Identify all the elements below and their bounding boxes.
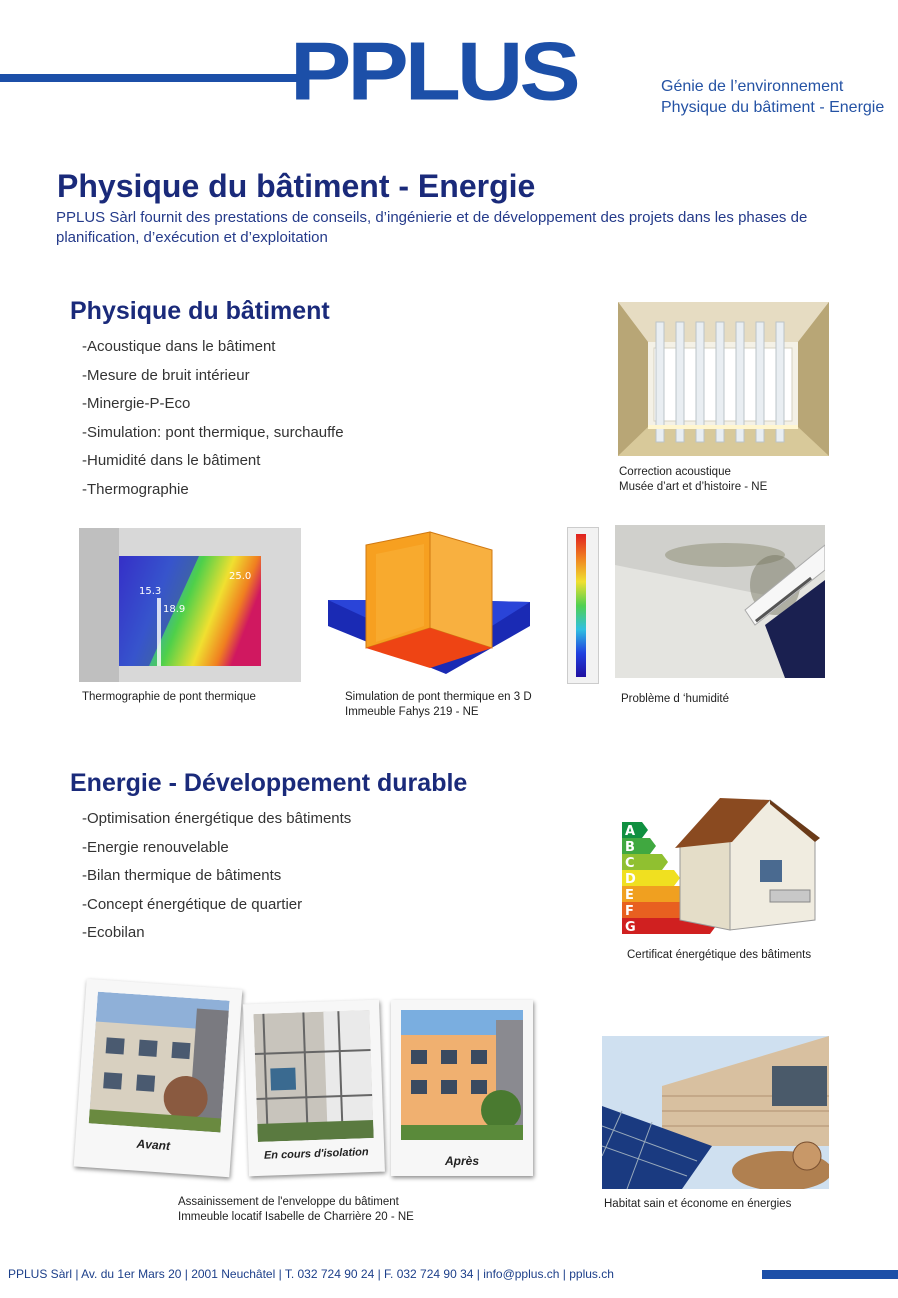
page-title: Physique du bâtiment - Energie	[57, 168, 536, 204]
energy-label-a: A	[625, 824, 636, 839]
thermo-reading-3: 18.9	[163, 604, 186, 615]
tagline-line-1: Génie de l’environnement	[661, 78, 844, 95]
after-label: Après	[444, 1154, 479, 1168]
energy-list	[82, 810, 351, 953]
thermo-reading-2: 25.0	[229, 571, 252, 582]
energy-label-d: D	[625, 872, 636, 887]
renovation-caption-line-1: Assainissement de l'enveloppe du bâtiment	[178, 1196, 399, 1208]
acoustic-ceiling-photo	[618, 302, 829, 456]
thermal-bridge-3d-simulation	[326, 530, 532, 680]
thermography-caption: Thermographie de pont thermique	[82, 691, 256, 703]
list-item: -Energie renouvelable	[82, 838, 229, 856]
energy-label-b: B	[625, 840, 635, 855]
list-item: -Minergie-P-Eco	[82, 395, 191, 412]
after-photo	[401, 1010, 523, 1140]
humidity-caption: Problème d ‘humidité	[621, 693, 730, 705]
simulation-caption-line-1: Simulation de pont thermique en 3 D	[345, 691, 532, 703]
footer-bar	[762, 1270, 898, 1279]
list-item: -Ecobilan	[82, 924, 145, 941]
list-item: -Bilan thermique de bâtiments	[82, 867, 282, 884]
energy-label-g: G	[625, 920, 636, 935]
thermography-photo	[79, 528, 301, 682]
simulation-caption-line-2: Immeuble Fahys 219 - NE	[345, 706, 479, 718]
temperature-color-scale	[567, 527, 599, 684]
simulation-caption	[345, 690, 532, 720]
section-heading-building-physics: Physique du bâtiment	[70, 297, 330, 325]
list-item: -Simulation: pont thermique, surchauffe	[82, 423, 344, 441]
thermo-reading-1: 15.3	[139, 586, 162, 597]
renovation-caption-line-2: Immeuble locatif Isabelle de Charrière 20 - NE	[178, 1211, 414, 1223]
pplus-logo: PPLUS	[290, 25, 577, 118]
habitat-caption: Habitat sain et économe en énergies	[604, 1198, 792, 1210]
energy-certificate-illustration	[620, 790, 830, 940]
humidity-problem-photo	[615, 525, 825, 678]
building-physics-list	[82, 338, 344, 509]
header-tagline	[661, 76, 884, 118]
intro-text: PPLUS Sàrl fournit des prestations de conseils, d’ingénierie et de développement des projets dans les phases de planification, d’exécution et d’exploitation	[56, 209, 808, 246]
in-progress-label: En cours d'isolation	[263, 1146, 369, 1162]
footer-contact: PPLUS Sàrl | Av. du 1er Mars 20 | 2001 Neuchâtel | T. 032 724 90 24 | F. 032 724 90 34 | info@pplus.ch | pplus.ch	[8, 1267, 614, 1281]
polaroid-before	[74, 979, 243, 1177]
energy-label-e: E	[625, 888, 634, 903]
polaroid-in-progress	[243, 1000, 385, 1177]
ceiling-caption-line-1: Correction acoustique	[619, 466, 731, 478]
header-rule	[0, 74, 300, 82]
polaroid-after	[391, 1000, 533, 1176]
before-label: Avant	[136, 1136, 171, 1153]
renovation-caption	[178, 1195, 414, 1225]
before-photo	[89, 992, 230, 1133]
list-item: -Thermographie	[82, 480, 189, 498]
in-progress-photo	[253, 1010, 373, 1142]
section-heading-energy: Energie - Développement durable	[70, 769, 468, 797]
sustainable-habitat-photo	[602, 1036, 829, 1189]
list-item: -Mesure de bruit intérieur	[82, 366, 250, 384]
list-item: -Humidité dans le bâtiment	[82, 452, 261, 469]
ceiling-caption-line-2: Musée d’art et d’histoire - NE	[619, 481, 768, 493]
list-item: -Acoustique dans le bâtiment	[82, 338, 276, 355]
ceiling-caption	[619, 465, 767, 495]
list-item: -Optimisation énergétique des bâtiments	[82, 810, 352, 827]
tagline-line-2: Physique du bâtiment - Energie	[661, 99, 885, 116]
list-item: -Concept énergétique de quartier	[82, 895, 303, 913]
certificate-caption: Certificat énergétique des bâtiments	[627, 949, 812, 961]
energy-label-f: F	[625, 904, 634, 919]
energy-label-c: C	[625, 856, 635, 871]
